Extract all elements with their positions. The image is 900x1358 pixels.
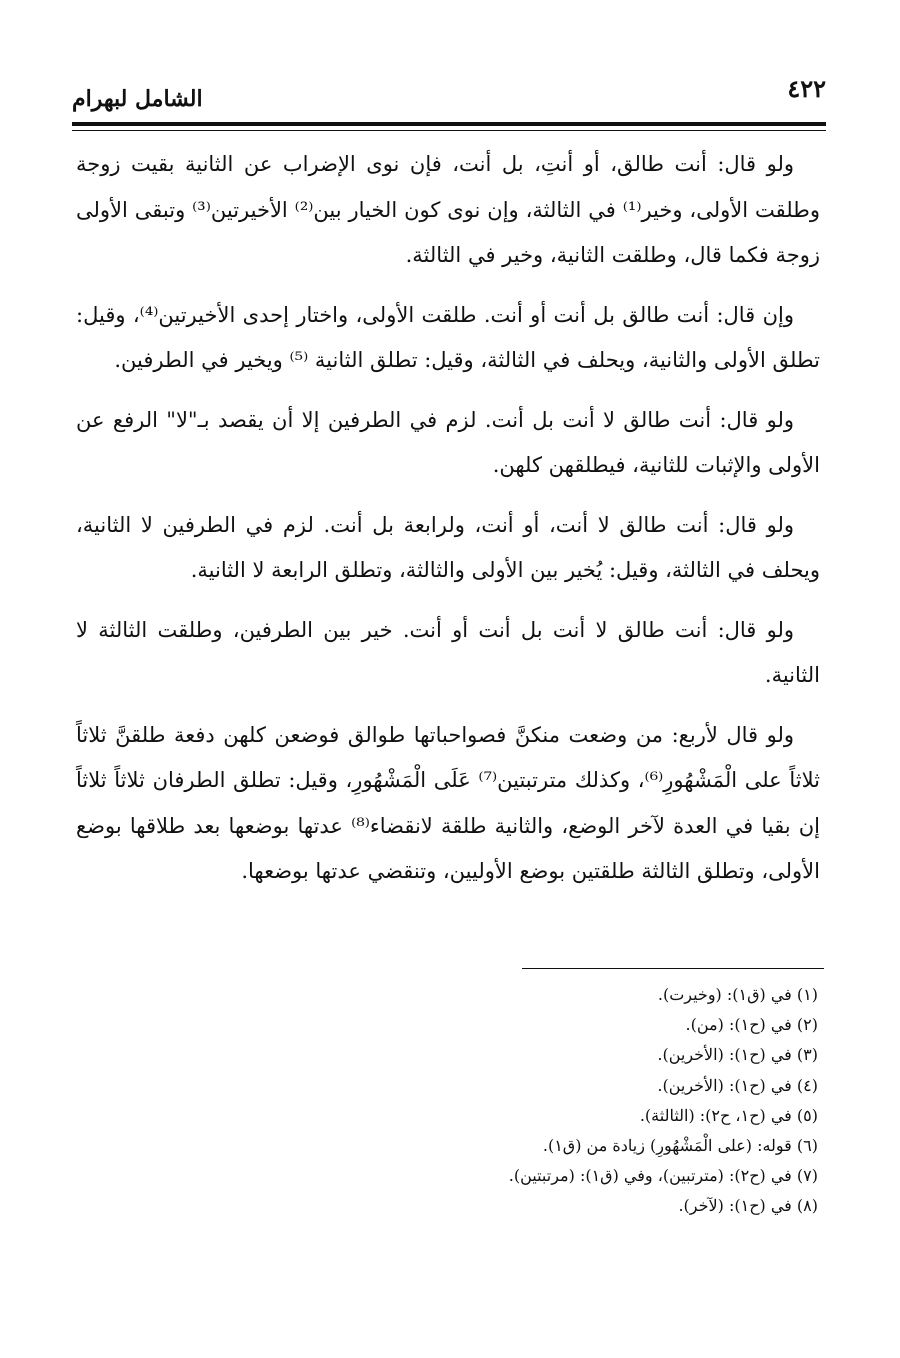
footnote: (٦) قوله: (على الْمَشْهُورِ) زيادة من (ق١). — [542, 1136, 818, 1156]
main-text — [76, 142, 820, 909]
paragraph: ولو قال: أنت طالق لا أنت بل أنت. لزم في الطرفين إلا أن يقصد بـ"لا" الرفع عن الأولى والإثبات للثانية، فيطلقهن كلهن. — [76, 407, 820, 477]
header-rule-thin — [72, 130, 826, 131]
header-rule-thick — [72, 122, 826, 126]
footnote: (٢) في (ح١): (من). — [685, 1015, 818, 1035]
running-title: الشامل لبهرام — [72, 86, 203, 112]
footnote: (٨) في (ح١): (لآخر). — [678, 1196, 818, 1216]
footnote: (٥) في (ح١، ح٢): (الثالثة). — [639, 1105, 818, 1125]
page-header — [72, 70, 826, 122]
paragraph: ولو قال: أنت طالق لا أنت، أو أنت، ولرابعة بل أنت. لزم في الطرفين لا الثانية، ويحلف في الثالثة، وقيل: يُخير بين الأولى والثالثة، وتطلق الرابعة لا الثانية. — [76, 512, 820, 582]
footnote-separator — [522, 968, 824, 969]
footnote: (٤) في (ح١): (الأخرين). — [657, 1075, 818, 1095]
footnote: (١) في (ق١): (وخيرت). — [657, 985, 818, 1004]
footnote: (٣) في (ح١): (الأخرين). — [657, 1045, 818, 1065]
paragraph: ولو قال: أنت طالق لا أنت بل أنت أو أنت. خير بين الطرفين، وطلقت الثالثة لا الثانية. — [76, 617, 820, 687]
paragraph: ولو قال لأربع: من وضعت منكنَّ فصواحباتها طوالق فوضعن كلهن دفعة طلقنَّ ثلاثاً ثلاثاً على الْمَشْهُورِ⁽⁶⁾، وكذلك مترتبتين⁽⁷⁾ عَلَى الْمَشْهُورِ، وقيل: تطلق الطرفان ثلاثاً ثلاثاً إن بقيا في العدة لآخر الوضع، والثانية طلقة لانقضاء⁽⁸⁾ عدتها بوضعها بعد طلاقها بوضع الأولى، وتطلق الثالثة طلقتين بوضع الأوليين، وتنقضي عدتها بوضعها. — [76, 722, 821, 883]
paragraph: وإن قال: أنت طالق بل أنت أو أنت. طلقت الأولى، واختار إحدى الأخيرتين⁽⁴⁾، وقيل: تطلق الأولى والثانية، ويحلف في الثالثة، وقيل: تطلق الثانية ⁽⁵⁾ ويخير في الطرفين. — [76, 302, 820, 372]
page-number: ٤٢٢ — [787, 74, 826, 103]
footnote: (٧) في (ح٢): (مترتبين)، وفي (ق١): (مرتبتين). — [508, 1166, 818, 1186]
paragraph: ولو قال: أنت طالق، أو أنتِ، بل أنت، فإن نوى الإضراب عن الثانية بقيت زوجة وطلقت الأولى، وخير⁽¹⁾ في الثالثة، وإن نوى كون الخيار بين⁽²⁾ الأخيرتين⁽³⁾ وتبقى الأولى زوجة فكما قال، وطلقت الثانية، وخير في الثالثة. — [76, 152, 821, 267]
footnotes — [100, 980, 818, 1222]
